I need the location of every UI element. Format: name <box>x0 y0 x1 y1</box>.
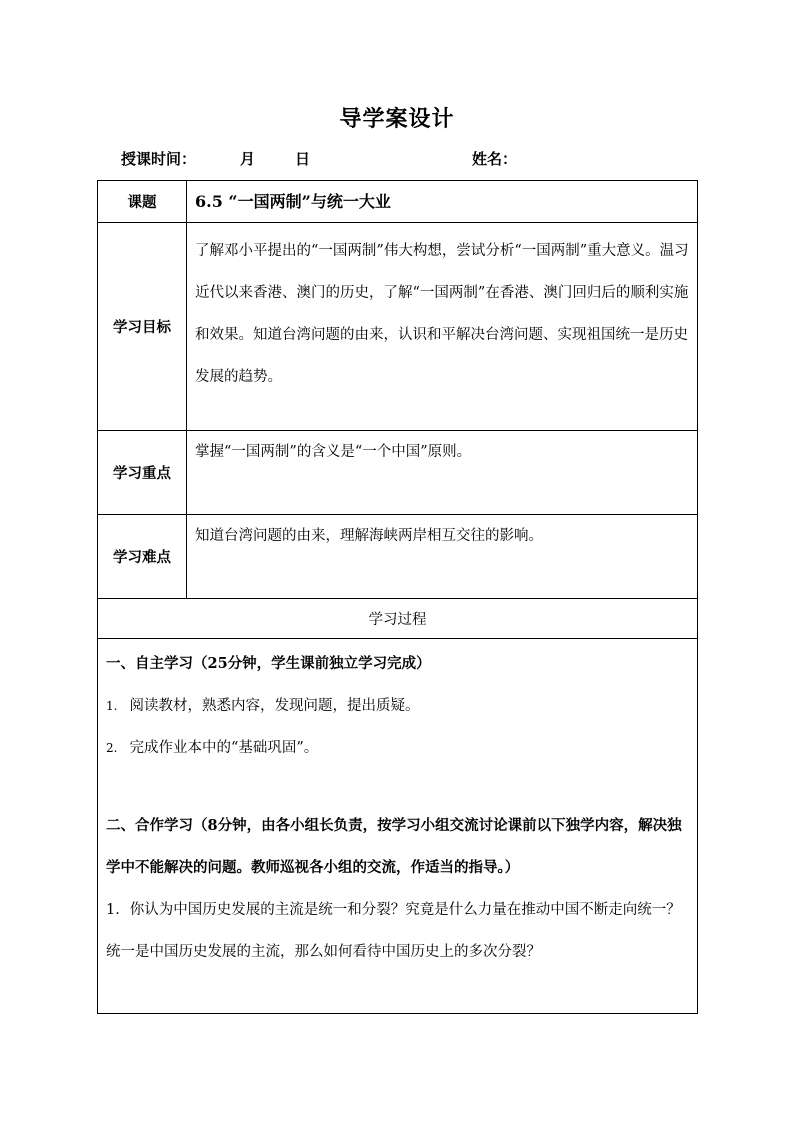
difficulty-value: 知道台湾问题的由来，理解海峡两岸相互交往的影响。 <box>195 528 543 544</box>
item-text: 完成作业本中的“基础巩固”。 <box>129 740 319 756</box>
topic-cell <box>187 181 698 223</box>
focus-row <box>98 431 698 515</box>
item-number: 1. <box>106 699 118 713</box>
topic-row <box>98 181 698 223</box>
process-row <box>98 639 698 1014</box>
difficulty-label: 学习难点 <box>98 515 187 599</box>
name-label: 姓名： <box>472 150 518 168</box>
process-header: 学习过程 <box>98 599 698 639</box>
month-label: 月 <box>240 150 256 168</box>
lecture-time-label: 授课时间： <box>121 150 197 168</box>
process-cell <box>98 639 698 1014</box>
part2-heading: 二、合作学习（8分钟，由各小组长负责，按学习小组交流讨论课前以下独学内容，解决独学中不能解决的问题。教师巡视各小组的交流，作适当的指导。） <box>106 817 682 876</box>
difficulty-cell <box>187 515 698 599</box>
focus-value: 掌握“一国两制”的含义是“一个中国”原则。 <box>195 444 472 460</box>
difficulty-row <box>98 515 698 599</box>
lesson-plan-table <box>97 180 698 1014</box>
goal-cell <box>187 223 698 431</box>
goal-row <box>98 223 698 431</box>
part2-item <box>106 889 689 973</box>
goal-value: 了解邓小平提出的“一国两制”伟大构想，尝试分析“一国两制”重大意义。温习近代以来香港、澳门的历史，了解“一国两制”在香港、澳门回归后的顺利实施和效果。知道台湾问题的由来，认识和平解决台湾问题、实现祖国统一是历史发展的趋势。 <box>195 243 689 385</box>
document-title: 导学案设计 <box>339 106 455 132</box>
day-label: 日 <box>295 150 311 168</box>
part1-heading: 一、自主学习（25分钟，学生课前独立学习完成） <box>106 655 431 672</box>
topic-value: 6.5 “一国两制”与统一大业 <box>195 191 391 211</box>
goal-label: 学习目标 <box>98 223 187 431</box>
part1-item <box>106 727 689 769</box>
part1-item <box>106 685 689 727</box>
item-number: 2. <box>106 741 118 755</box>
item-text: 你认为中国历史发展的主流是统一和分裂？究竟是什么力量在推动中国不断走向统一？统一是中国历史发展的主流，那么如何看待中国历史上的多次分裂？ <box>106 902 681 960</box>
topic-label: 课题 <box>98 181 187 223</box>
item-text: 阅读教材，熟悉内容，发现问题，提出质疑。 <box>129 698 420 714</box>
focus-cell <box>187 431 698 515</box>
item-number: 1． <box>106 902 130 918</box>
focus-label: 学习重点 <box>98 431 187 515</box>
process-header-row <box>98 599 698 639</box>
